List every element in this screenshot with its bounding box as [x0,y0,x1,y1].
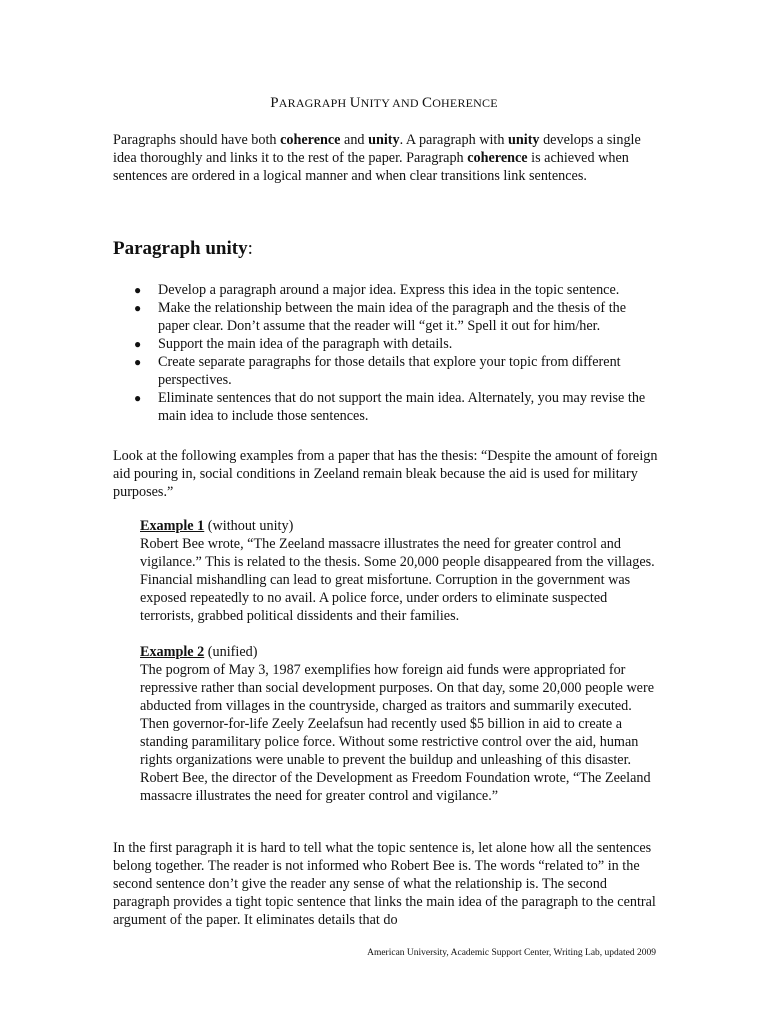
example-1-note: (without unity) [204,518,294,534]
list-item [113,281,658,299]
example-1-body: Robert Bee wrote, “The Zeeland massacre illustrates the need for greater control and vigilance.” This is related to the thesis. Some 20,000 people disappeared from the villages. Financial mishandling can lead to great misfortune. Corruption in the government was exposed repeatedly to no avail. A police force, under orders to eliminate suspected terrorists, grabbed political dissidents and their families. [140,536,655,624]
page-title [0,94,768,112]
bullet-icon: ● [134,355,142,369]
list-item-text: Develop a paragraph around a major idea. Express this idea in the topic sentence. [158,282,620,298]
example-2-label: Example 2 [140,644,205,660]
list-item-text: Make the relationship between the main idea of the paragraph and the thesis of the paper clear. Don’t assume that the reader will “get it.” Spell it out for him/her. [158,300,627,334]
section-heading-colon: : [247,238,253,259]
example-2-block [140,643,658,805]
list-item-text: Support the main idea of the paragraph with details. [158,336,453,352]
title-part: ARAGRAPH [278,96,350,110]
intro-bold-term: unity [368,132,400,148]
list-item [113,389,658,425]
title-part: OHERENCE [432,96,498,110]
list-item [113,353,658,389]
title-part: NITY AND [360,96,422,110]
list-item [113,299,658,335]
intro-bold-term: coherence [280,132,341,148]
list-item-text: Create separate paragraphs for those details that explore your topic from different perspectives. [158,354,621,388]
title-part: C [421,95,433,111]
list-item-text: Eliminate sentences that do not support the main idea. Alternately, you may revise the main idea to include those sentences. [158,390,646,424]
example-2-body: The pogrom of May 3, 1987 exemplifies how foreign aid funds were appropriated for repressive rather than social development purposes. On that day, some 20,000 people were abducted from villages in the countryside, charged as traitors and summarily executed. Then governor-for-life Zeely Zeelafsun had recently used $5 billion in aid to create a standing paramilitary police force. Without some restrictive control over the aid, human rights organizations were unable to prevent the buildup and unleashing of this disaster. Robert Bee, the director of the Development as Freedom Foundation wrote, “The Zeeland massacre illustrates the need for greater control and vigilance.” [140,662,655,804]
section-heading-text: Paragraph unity [113,238,248,259]
bullet-icon: ● [134,283,142,297]
title-part: U [349,95,361,111]
closing-paragraph: In the first paragraph it is hard to tell what the topic sentence is, let alone how all the sentences belong together. The reader is not informed who Robert Bee is. The words “related to” in the second sentence don’t give the reader any sense of what the relationship is. The second paragraph provides a tight topic sentence that links the main idea of the paragraph to the central argument of the paper. It eliminates details that do [113,840,656,928]
intro-paragraph [113,131,658,185]
intro-text: and [340,132,369,148]
page-footer: American University, Academic Support Center, Writing Lab, updated 2009 [367,948,656,958]
bullet-icon: ● [134,337,142,351]
intro-text: Paragraphs should have both [113,132,281,148]
unity-bullet-list [113,281,658,425]
intro-bold-term: coherence [467,150,528,166]
examples-intro-paragraph: Look at the following examples from a paper that has the thesis: “Despite the amount of foreign aid pouring in, social conditions in Zeeland remain bleak because the aid is used for military purposes.” [113,448,658,500]
example-1-block [140,517,658,625]
list-item [113,335,658,353]
example-1-heading [140,517,658,535]
section-heading-paragraph-unity [113,240,253,258]
intro-text: develops a single idea thoroughly and links it to the rest of the paper. Paragraph [113,132,641,166]
intro-bold-term: unity [507,132,540,148]
bullet-icon: ● [134,391,142,405]
intro-text: is achieved when sentences are ordered in a logical manner and when clear transitions link sentences. [113,150,629,184]
title-part: P [270,95,279,111]
example-1-label: Example 1 [140,518,205,534]
example-2-heading [140,643,658,661]
intro-text: . A paragraph with [399,132,508,148]
example-2-note: (unified) [204,644,258,660]
bullet-icon: ● [134,301,142,315]
